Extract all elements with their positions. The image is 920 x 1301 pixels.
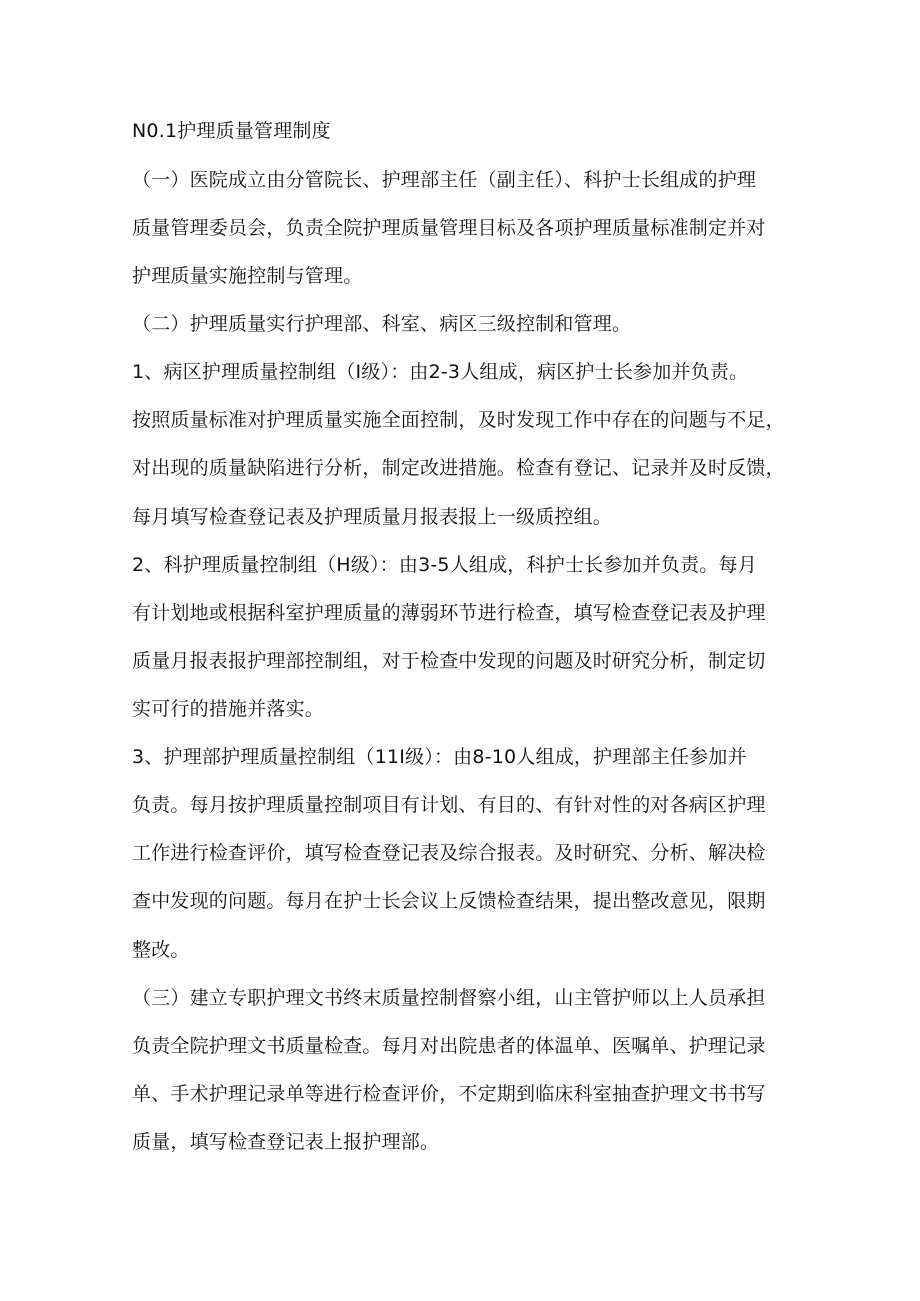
- paragraph-line: 对出现的质量缺陷进行分析，制定改进措施。检查有登记、记录并及时反馈，: [132, 457, 785, 479]
- paragraph-line: 质量月报表报护理部控制组，对于检查中发现的问题及时研究分析，制定切: [132, 650, 766, 672]
- paragraph-line: 每月填写检查登记表及护理质量月报表报上一级质控组。: [132, 506, 613, 528]
- paragraph-line: （三）建立专职护理文书终末质量控制督察小组，山主管护师以上人员承担: [132, 987, 766, 1009]
- paragraph-line: 1、病区护理质量控制组（I级）：由2-3人组成，病区护士长参加并负责。: [132, 361, 749, 383]
- paragraph-line: 整改。: [132, 939, 190, 961]
- paragraph-line: 按照质量标准对护理质量实施全面控制，及时发现工作中存在的问题与不足，: [132, 409, 785, 431]
- paragraph-line: 2、科护理质量控制组（H级）：由3-5人组成，科护士长参加并负责。每月: [132, 554, 757, 576]
- paragraph-line: 负责全院护理文书质量检查。每月对出院患者的体温单、医嘱单、护理记录: [132, 1035, 766, 1057]
- paragraph-line: 单、手术护理记录单等进行检查评价，不定期到临床科室抽查护理文书书写: [132, 1083, 766, 1105]
- paragraph-line: 有计划地或根据科室护理质量的薄弱环节进行检查，填写检查登记表及护理: [132, 602, 766, 624]
- paragraph-line: 工作进行检查评价，填写检查登记表及综合报表。及时研究、分析、解决检: [132, 842, 766, 864]
- paragraph-line: 实可行的措施并落实。: [132, 698, 325, 720]
- paragraph-line: 护理质量实施控制与管理。: [132, 265, 363, 287]
- paragraph-line: （一）医院成立由分管院长、护理部主任（副主任）、科护士长组成的护理: [132, 169, 757, 191]
- paragraph-line: （二）护理质量实行护理部、科室、病区三级控制和管理。: [132, 313, 632, 335]
- document-title: N0.1护理质量管理制度: [132, 120, 331, 142]
- paragraph-line: 负责。每月按护理质量控制项目有计划、有目的、有针对性的对各病区护理: [132, 794, 766, 816]
- paragraph-line: 3、护理部护理质量控制组（11I级）：由8-10人组成，护理部主任参加并: [132, 746, 747, 768]
- paragraph-line: 查中发现的问题。每月在护士长会议上反馈检查结果，提出整改意见，限期: [132, 890, 766, 912]
- paragraph-line: 质量管理委员会，负责全院护理质量管理目标及各项护理质量标准制定并对: [132, 217, 766, 239]
- paragraph-line: 质量，填写检查登记表上报护理部。: [132, 1131, 440, 1153]
